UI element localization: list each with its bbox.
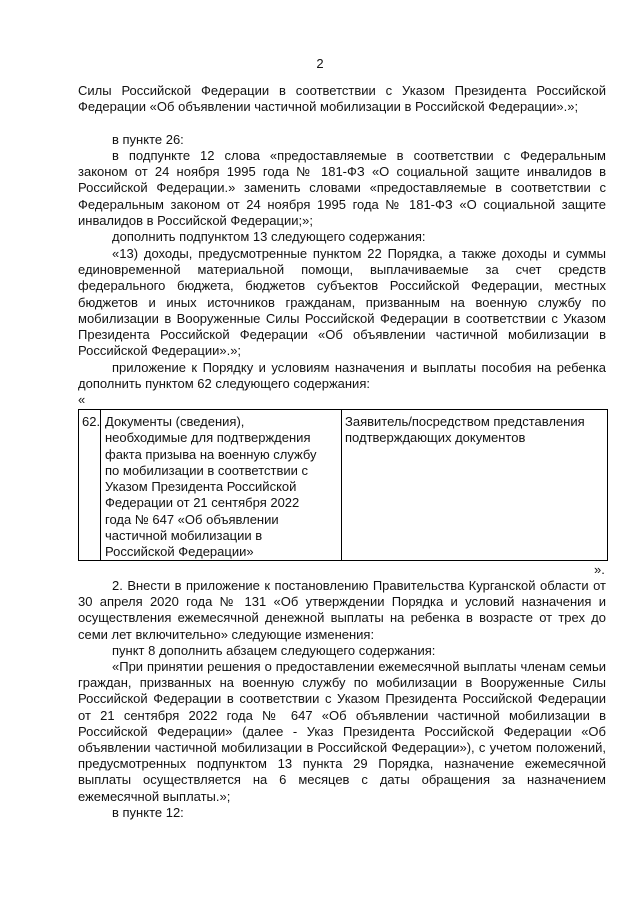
submitter-cell [345, 414, 607, 447]
closing-quote: ». [594, 562, 605, 577]
documents-line: по мобилизации в соответствии с [105, 462, 309, 478]
documents-line: года № 647 «Об объявлении [105, 511, 279, 527]
documents-line: необходимые для подтверждения [105, 430, 311, 446]
paragraph-item-26: в пункте 26: [112, 132, 184, 147]
opening-quote: « [78, 392, 86, 407]
paragraph-appendix-item-62: приложение к Порядку и условиям назначения и выплаты пособия на ребенка дополнить пунктом 62 следующего содержания: [78, 360, 606, 392]
table-divider [341, 410, 342, 560]
paragraph-subitem-13-text: «13) доходы, предусмотренные пунктом 22 Порядка, а также доходы и суммы единовременной материальной помощи, выплачиваемые за счет средств федерального бюджета, бюджетов субъектов Российской Федерации, местных бюджетов и иных источников гражданам, призванным на военную службу по мобилизации в Вооруженные Силы Российской Федерации в соответствии с Указом Президента Российской Федерации «Об объявлении частичной мобилизации в Российской Федерации».»; [78, 246, 606, 359]
submitter-line: подтверждающих документов [345, 430, 526, 446]
documents-line: частичной мобилизации в [105, 528, 263, 544]
table-divider [100, 410, 101, 560]
documents-line: Федерации от 21 сентября 2022 [105, 495, 300, 511]
submitter-line: Заявитель/посредством представления [345, 414, 585, 429]
documents-line: факта призыва на военную службу [105, 446, 317, 462]
paragraph-armed-forces-end: Силы Российской Федерации в соответствии с Указом Президента Российской Федерации «Об объявлении частичной мобилизации в Российской Федерации».»; [78, 83, 606, 115]
page-number: 2 [316, 56, 324, 71]
documents-line: Российской Федерации» [105, 544, 254, 560]
paragraph-item-8: пункт 8 дополнить абзацем следующего содержания: [112, 643, 436, 658]
documents-line: Документы (сведения), [105, 414, 245, 429]
paragraph-subitem-12: в подпункте 12 слова «предоставляемые в соответствии с Федеральным законом от 24 ноября 1995 года № 181-ФЗ «О социальной защите инвалидов в Российской Федерации.» заменить словами «предоставляемые в соответствии с Федеральным законом от 24 ноября 1995 года № 181-ФЗ «О социальной защите инвалидов в Российской Федерации;»; [78, 148, 606, 228]
documents-cell [105, 414, 339, 561]
paragraph-new-clause: «При принятии решения о предоставлении ежемесячной выплаты членам семьи граждан, призванных на военную службу по мобилизации в Вооруженные Силы Российской Федерации в соответствии с Указом Президента Российской Федерации от 21 сентября 2022 года № 647 «Об объявлении частичной мобилизации в Российской Федерации» (далее - Указ Президента Российской Федерации «Об объявлении частичной мобилизации в Российской Федерации»), с учетом положений, предусмотренных подпунктом 13 пункта 29 Порядка, назначение ежемесячной выплаты осуществляется на 6 месяцев с даты обращения за назначением ежемесячной выплаты.»; [78, 659, 606, 804]
paragraph-add-subitem-13: дополнить подпунктом 13 следующего содержания: [112, 229, 426, 244]
row-number: 62. [82, 414, 101, 429]
paragraph-section-2: 2. Внести в приложение к постановлению Правительства Курганской области от 30 апреля 2020 года № 131 «Об утверждении Порядка и условий назначения и осуществления ежемесячной денежной выплаты на ребенка в возрасте от трех до семи лет включительно» следующие изменения: [78, 578, 606, 642]
documents-table [78, 409, 608, 561]
paragraph-item-12: в пункте 12: [112, 805, 184, 820]
documents-line: Указом Президента Российской [105, 479, 297, 495]
